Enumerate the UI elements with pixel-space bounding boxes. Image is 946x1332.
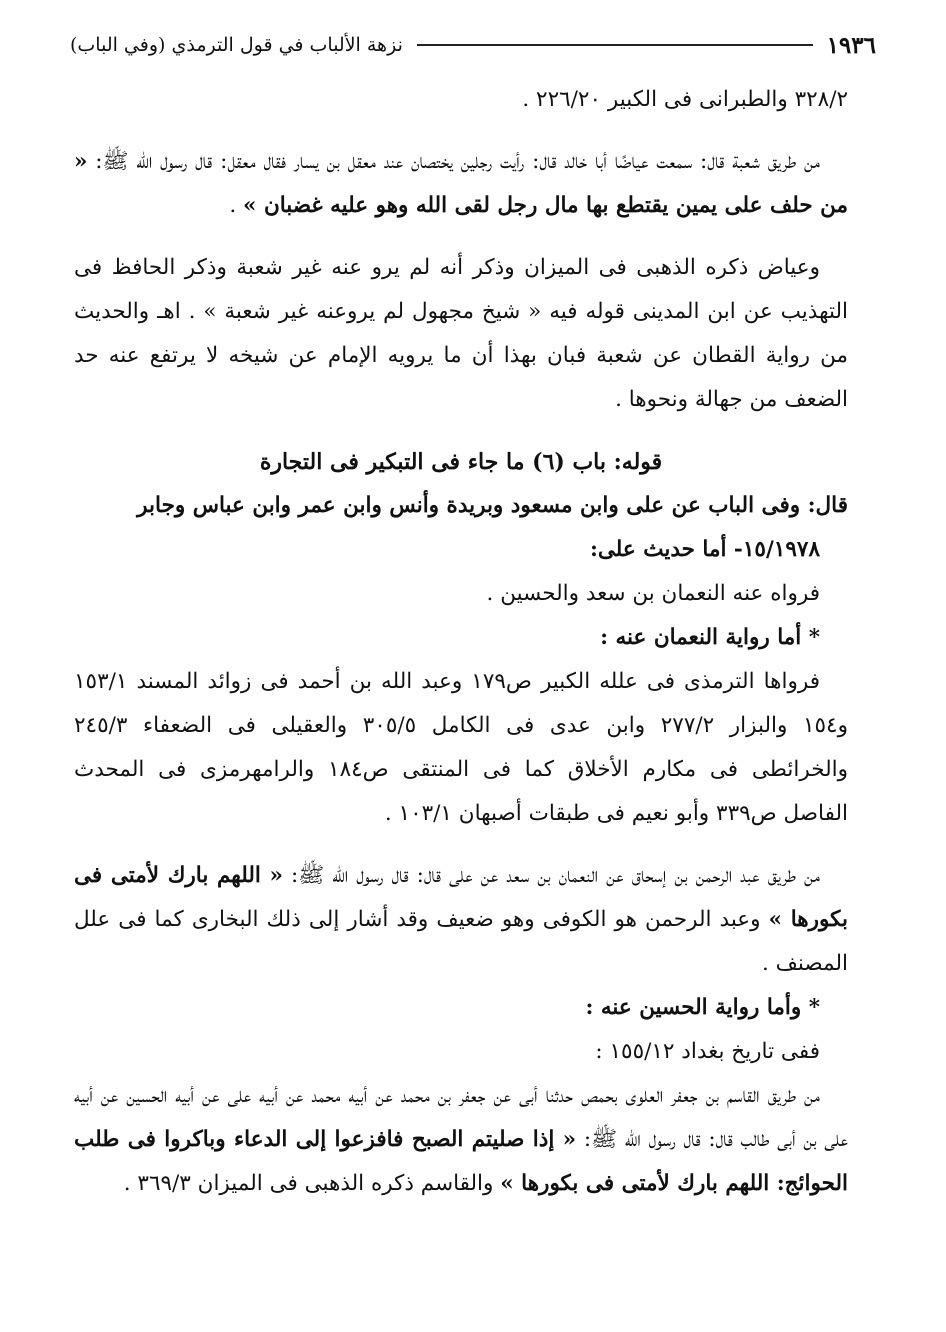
page-header <box>70 28 876 62</box>
header-rule <box>417 44 813 46</box>
chain-text: من طريق القاسم بن جعفر العلوى بحمص حدثنا أبى عن جعفر بن محمد عن أبيه محمد عن أبيه على عن أبيه الحسين عن أبيه على بن أبى طالب قال: قال رسول الله ﷺ: <box>74 1083 848 1152</box>
chain-text: من طريق عبد الرحمن بن إسحاق عن النعمان بن سعد عن على قال: قال رسول الله ﷺ: <box>282 863 821 888</box>
paragraph-shubah-chain <box>74 140 848 228</box>
subheading-husain: * وأما رواية الحسين عنه : <box>585 995 820 1020</box>
chain-end: والقاسم ذكره الذهبى فى الميزان ٣٦٩/٣ . <box>123 1171 501 1196</box>
page-number: ١٩٣٦ <box>826 31 876 59</box>
chapter-heading: قوله: باب (٦) ما جاء فى التبكير فى التجارة <box>259 449 663 475</box>
paragraph-iyad-note: وعياض ذكره الذهبى فى الميزان وذكر أنه لم يرو عنه غير شعبة وذكر الحافظ فى التهذيب عن ابن المدينى قوله فيه « شيخ مجهول لم يروعنه غير شعبة » . اهـ والحديث من رواية القطان عن شعبة فبان بهذا أن ما يرويه الإمام عن شيخه لا يرتفع عنه حد الضعف من جهالة ونحوها . <box>74 255 848 412</box>
hadith-quote: « إذا صليتم الصبح فافزعوا إلى الدعاء وباكروا فى طلب الحوائج: اللهم بارك لأمتى فى بكورها » <box>74 1127 848 1196</box>
paragraph-abdurrahman-chain <box>74 854 848 986</box>
paragraph-reference-continuation: ٣٢٨/٢ والطبرانى فى الكبير ٢٢٦/٢٠ . <box>522 87 848 112</box>
paragraph-qasim-chain <box>74 1074 848 1206</box>
paragraph-tarikh-baghdad: ففى تاريخ بغداد ١٥٥/١٢ : <box>595 1039 820 1064</box>
hadith-item-number: ١٥/١٩٧٨- أما حديث على: <box>589 537 820 562</box>
chapter-statement: قال: وفى الباب عن على وابن مسعود وبريدة وأنس وابن عمر وابن عباس وجابر <box>137 493 848 518</box>
chain-end: . <box>229 193 244 218</box>
subheading-numan: * أما رواية النعمان عنه : <box>600 625 820 650</box>
paragraph-sources: فرواها الترمذى فى علله الكبير ص١٧٩ وعبد الله بن أحمد فى زوائد المسند ١٥٣/١ و١٥٤ والبزار ٢٧٧/٢ وابن عدى فى الكامل ٣٠٥/٥ والعقيلى فى الضعفاء ٢٤٥/٣ والخرائطى فى مكارم الأخلاق كما فى المنتقى ص١٨٤ والرامهرمزى فى المحدث الفاصل ص٣٣٩ وأبو نعيم فى طبقات أصبهان ١٠٣/١ . <box>74 669 848 826</box>
hadith-quote: « من حلف على يمين يقتطع بها مال رجل لقى الله وهو عليه غضبان » <box>74 149 848 218</box>
paragraph-narrators: فرواه عنه النعمان بن سعد والحسين . <box>486 581 820 606</box>
hadith-quote: « اللهم بارك لأمتى فى بكورها » <box>74 863 848 932</box>
running-title: نزهة الألباب في قول الترمذي (وفي الباب) <box>70 34 403 56</box>
page-content <box>74 78 848 1206</box>
chain-end: وعبد الرحمن هو الكوفى وهو ضعيف وقد أشار إلى ذلك البخارى كما فى علل المصنف . <box>74 907 848 976</box>
chain-text: من طريق شعبة قال: سمعت عياضًا أبا خالد قال: رأيت رجلين يختصان عند معقل بن يسار فقال معقل: قال رسول الله ﷺ: <box>87 149 820 174</box>
